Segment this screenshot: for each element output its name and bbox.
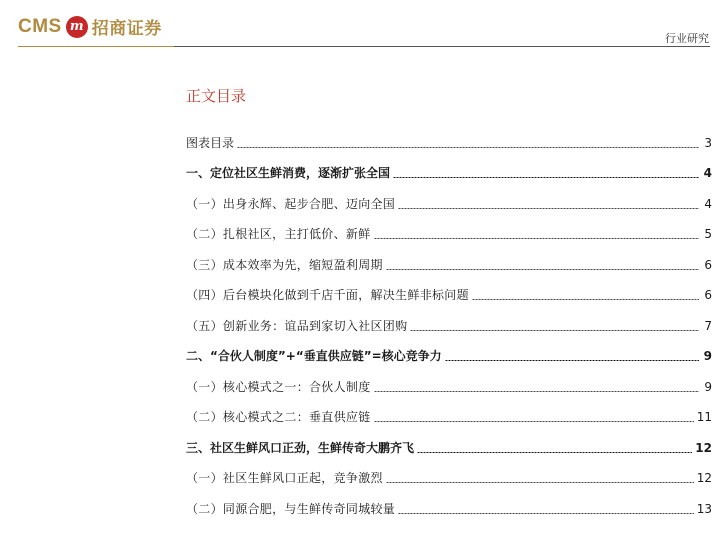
toc-entry[interactable] [186,486,712,517]
toc-entry-page: 5 [704,227,712,241]
table-of-contents [186,120,712,517]
dot-leader [386,269,699,270]
dot-leader [374,421,694,422]
dot-leader [398,513,694,514]
toc-entry-text: 图表目录 [186,135,235,150]
logo-chinese-text: 招商证券 [91,19,162,39]
toc-entry-text: （一）核心模式之一：合伙人制度 [186,379,371,394]
toc-entry-text: 三、社区生鲜风口正劲，生鲜传奇大鹏齐飞 [186,440,415,455]
dot-leader [237,147,699,148]
dot-leader [374,391,699,392]
dot-leader [417,452,692,453]
dot-leader [386,482,694,483]
toc-entry[interactable] [186,181,712,212]
toc-entry[interactable] [186,456,712,487]
toc-entry[interactable] [186,273,712,304]
toc-entry-page: 9 [703,349,712,363]
dot-leader [374,238,699,239]
toc-entry[interactable] [186,425,712,456]
toc-entry-text: 二、“合伙人制度”+“垂直供应链”=核心竞争力 [186,349,442,363]
toc-entry[interactable] [186,364,712,395]
toc-entry-page: 13 [696,501,712,516]
dot-leader [393,177,699,178]
toc-entry-page: 12 [696,471,712,485]
toc-entry-text: （二）核心模式之二：垂直供应链 [186,410,371,424]
toc-entry[interactable] [186,303,712,334]
toc-entry-page: 4 [703,166,712,180]
toc-entry-page: 6 [704,257,712,272]
header-rule-gray [174,46,710,47]
toc-entry-text: （一）出身永辉、起步合肥、迈向全国 [186,196,396,211]
header-rule-gold [18,46,174,47]
toc-entry-page: 11 [696,410,712,424]
toc-entry-page: 7 [704,318,712,333]
toc-entry-text: （一）社区生鲜风口正起，竞争激烈 [186,471,383,485]
page-header [0,0,727,50]
toc-entry-text: （二）扎根社区，主打低价、新鲜 [186,227,371,241]
dot-leader [445,360,699,361]
toc-entry-text: 一、定位社区生鲜消费，逐渐扩张全国 [186,166,391,180]
toc-entry-text: （五）创新业务：谊品到家切入社区团购 [186,318,408,333]
toc-entry[interactable] [186,242,712,273]
toc-entry-text: （四）后台模块化做到千店千面，解决生鲜非标问题 [186,288,469,302]
toc-entry-page: 9 [704,379,712,394]
section-label: 行业研究 [665,32,709,45]
logo-badge-icon: m [66,16,88,38]
dot-leader [410,330,699,331]
toc-entry[interactable] [186,212,712,243]
toc-entry[interactable] [186,395,712,426]
dot-leader [472,299,699,300]
toc-entry[interactable] [186,334,712,365]
toc-entry[interactable] [186,151,712,182]
logo-latin-text: CMS [18,15,62,37]
dot-leader [398,208,699,209]
toc-entry-text: （二）同源合肥，与生鲜传奇同城较量 [186,501,396,516]
toc-entry-page: 4 [704,196,712,211]
toc-entry[interactable] [186,120,712,151]
toc-entry-page: 6 [704,288,712,302]
toc-entry-text: （三）成本效率为先，缩短盈利周期 [186,257,383,272]
cms-logo [18,14,162,39]
toc-entry-page: 3 [704,135,712,150]
toc-title: 正文目录 [186,87,247,105]
toc-entry-page: 12 [695,440,712,455]
